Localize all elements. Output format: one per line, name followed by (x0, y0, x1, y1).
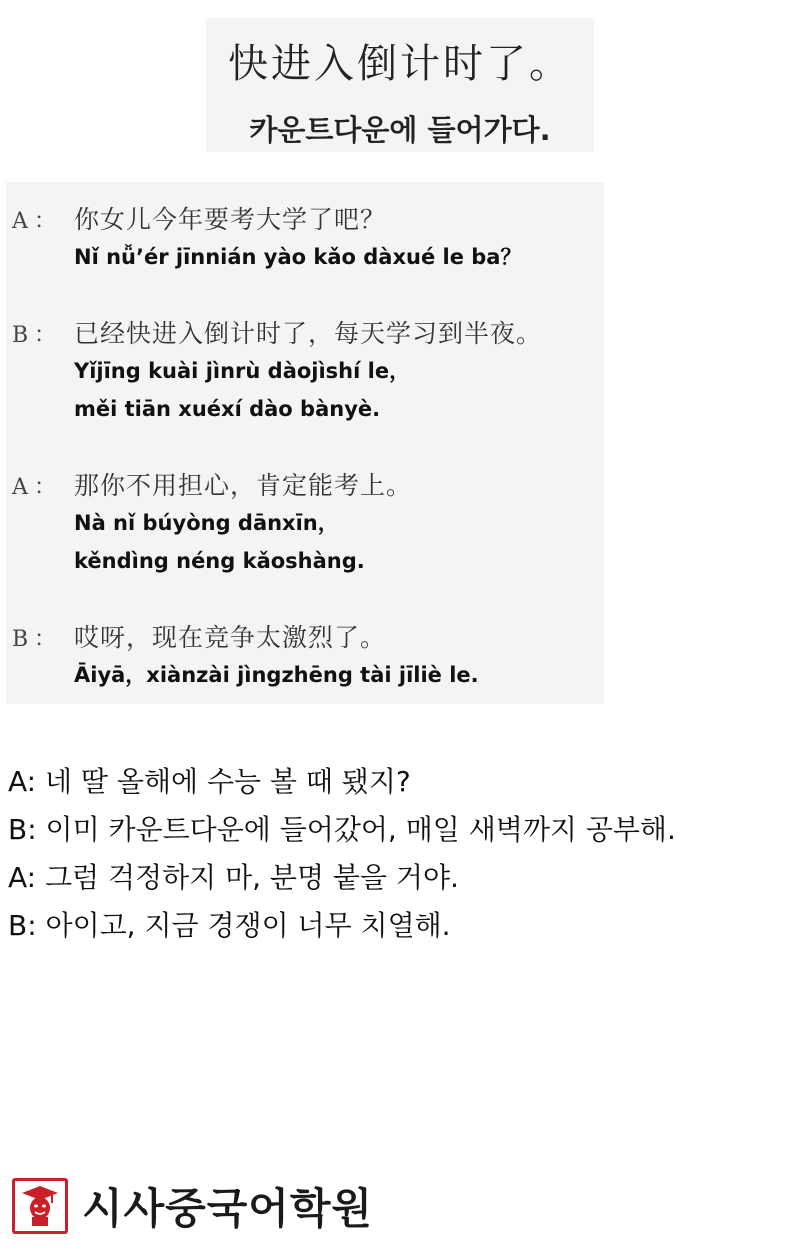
dialog-turn-3 (6, 466, 604, 580)
dialog-turn-2 (6, 314, 604, 428)
speaker-colon: ： (34, 209, 57, 234)
speaker-colon: ： (34, 627, 57, 652)
translation-line: B: 이미 카운트다운에 들어갔어, 매일 새벽까지 공부해. (8, 813, 676, 846)
dialog-turn-1 (6, 200, 604, 276)
pinyin-line: měi tiān xuéxí dào bànyè. (74, 397, 381, 421)
hanzi-line: 那你不用担心，肯定能考上。 (74, 471, 413, 500)
translation-line: A: 그럼 걱정하지 마, 분명 붙을 거야. (8, 861, 459, 894)
scholar-badge-icon (12, 1178, 68, 1234)
title-korean: 카운트다운에 들어가다. (249, 113, 551, 147)
speaker-label: B (12, 323, 29, 348)
speaker-label: A (12, 209, 28, 234)
hanzi-line: 你女儿今年要考大学了吧？ (74, 205, 387, 234)
speaker-label: A (12, 475, 28, 500)
hanzi-line: 哎呀，现在竞争太激烈了。 (74, 623, 387, 652)
translation-line: A: 네 딸 올해에 수능 볼 때 됐지? (8, 765, 411, 798)
title-chinese: 快进入倒计时了。 (228, 41, 572, 87)
translation-line: B: 아이고, 지금 경쟁이 너무 치열해. (8, 909, 451, 942)
brand-logo (12, 1176, 373, 1236)
korean-translation (8, 758, 798, 950)
brand-name: 시사중국어학원 (82, 1184, 374, 1233)
speaker-colon: ： (34, 475, 57, 500)
pinyin-line: Yǐjīng kuài jìnrù dàojìshí le， (74, 359, 411, 383)
speaker-label: B (12, 627, 29, 652)
dialog-card (6, 182, 604, 704)
pinyin-line: Āiyā，xiànzài jìngzhēng tài jīliè le. (74, 663, 479, 687)
hanzi-line: 已经快进入倒计时了，每天学习到半夜。 (74, 319, 543, 348)
speaker-colon: ： (34, 323, 57, 348)
pinyin-line: Nǐ nǚ’ér jīnnián yào kǎo dàxué le ba？ (74, 245, 522, 269)
pinyin-line: Nà nǐ búyòng dānxīn， (74, 511, 339, 535)
pinyin-line: kěndìng néng kǎoshàng. (74, 549, 365, 573)
dialog-turn-4 (6, 618, 604, 694)
title-card (206, 18, 594, 152)
